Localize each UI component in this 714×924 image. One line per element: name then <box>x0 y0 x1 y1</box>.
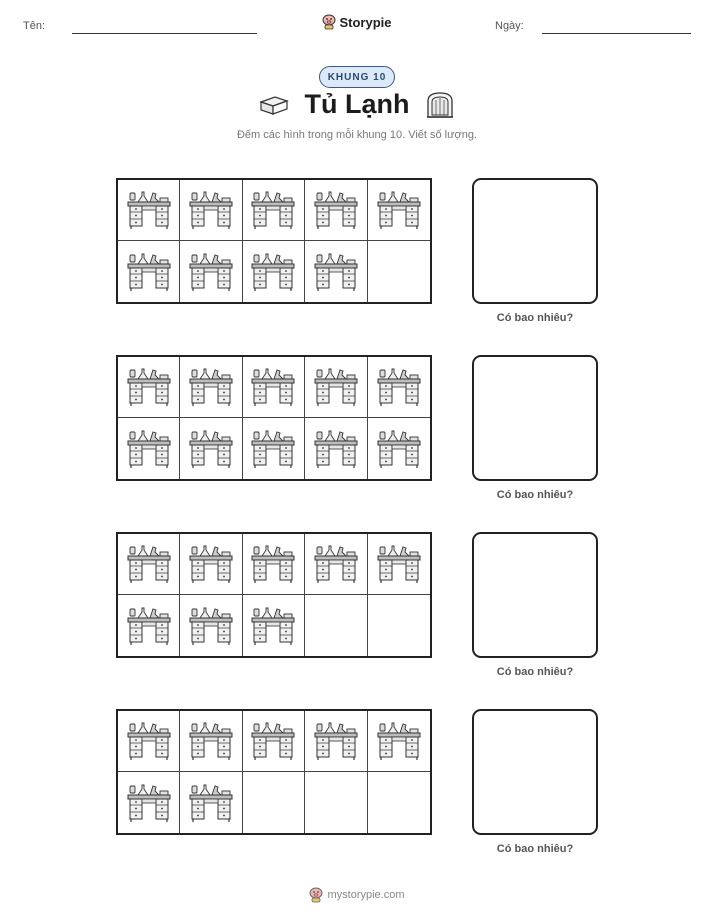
frame-cell-filled <box>118 180 180 241</box>
pig-mascot-icon <box>322 14 336 30</box>
lab-desk-icon <box>250 367 296 407</box>
lab-desk-icon <box>188 367 234 407</box>
answer-box[interactable] <box>472 178 598 304</box>
lab-desk-icon <box>376 721 422 761</box>
frame-cell-filled <box>243 711 305 772</box>
instructions: Đếm các hình trong mỗi khung 10. Viết số lượng. <box>236 129 477 141</box>
box-icon <box>259 94 289 116</box>
lab-desk-icon <box>250 544 296 584</box>
ten-frame-badge: KHUNG 10 <box>319 66 395 88</box>
frame-cell-filled <box>243 357 305 418</box>
lab-desk-icon <box>126 190 172 230</box>
pig-mascot-icon <box>309 887 323 903</box>
frame-cell-filled <box>305 418 367 479</box>
answer-box[interactable] <box>472 355 598 481</box>
frame-cell-filled <box>180 180 242 241</box>
lab-desk-icon <box>250 606 296 646</box>
lab-desk-icon <box>376 429 422 469</box>
frame-cell-filled <box>243 241 305 302</box>
lab-desk-icon <box>313 429 359 469</box>
answer-label: Có bao nhiêu? <box>496 666 574 678</box>
brand-logo <box>0 14 714 30</box>
frame-cell-filled <box>243 180 305 241</box>
lab-desk-icon <box>126 252 172 292</box>
frame-cell-filled <box>368 180 430 241</box>
lab-desk-icon <box>313 367 359 407</box>
frame-cell-filled <box>118 595 180 656</box>
lab-desk-icon <box>126 367 172 407</box>
lab-desk-icon <box>126 606 172 646</box>
cabinet-icon <box>425 91 455 119</box>
frame-cell-filled <box>368 418 430 479</box>
frame-cell-filled <box>305 711 367 772</box>
frame-cell-filled <box>118 241 180 302</box>
frame-cell-empty <box>368 595 430 656</box>
frame-cell-filled <box>243 595 305 656</box>
ten-frame <box>116 709 432 835</box>
frame-cell-filled <box>180 241 242 302</box>
lab-desk-icon <box>376 367 422 407</box>
lab-desk-icon <box>376 190 422 230</box>
answer-box[interactable] <box>472 532 598 658</box>
lab-desk-icon <box>250 190 296 230</box>
answer-label: Có bao nhiêu? <box>496 843 574 855</box>
lab-desk-icon <box>188 544 234 584</box>
frame-cell-empty <box>305 595 367 656</box>
answer-label: Có bao nhiêu? <box>496 312 574 324</box>
lab-desk-icon <box>126 544 172 584</box>
frame-cell-filled <box>180 772 242 833</box>
brand-name: Storypie <box>339 14 392 30</box>
frame-cell-filled <box>368 711 430 772</box>
frame-cell-filled <box>118 711 180 772</box>
frame-cell-filled <box>368 534 430 595</box>
lab-desk-icon <box>126 429 172 469</box>
lab-desk-icon <box>126 783 172 823</box>
title-row <box>0 89 714 120</box>
frame-cell-filled <box>305 357 367 418</box>
lab-desk-icon <box>126 721 172 761</box>
lab-desk-icon <box>188 190 234 230</box>
frame-cell-filled <box>368 357 430 418</box>
lab-desk-icon <box>250 721 296 761</box>
lab-desk-icon <box>188 721 234 761</box>
frame-cell-filled <box>305 180 367 241</box>
lab-desk-icon <box>188 783 234 823</box>
lab-desk-icon <box>188 606 234 646</box>
lab-desk-icon <box>188 429 234 469</box>
frame-cell-filled <box>305 241 367 302</box>
answer-box[interactable] <box>472 709 598 835</box>
lab-desk-icon <box>250 252 296 292</box>
answer-label: Có bao nhiêu? <box>496 489 574 501</box>
lab-desk-icon <box>313 544 359 584</box>
ten-frame <box>116 355 432 481</box>
frame-cell-filled <box>180 357 242 418</box>
frame-cell-filled <box>118 357 180 418</box>
lab-desk-icon <box>376 544 422 584</box>
footer-url[interactable]: mystorypie.com <box>327 889 405 901</box>
lab-desk-icon <box>313 190 359 230</box>
frame-cell-filled <box>243 418 305 479</box>
frame-cell-filled <box>118 534 180 595</box>
lab-desk-icon <box>313 252 359 292</box>
lab-desk-icon <box>250 429 296 469</box>
page-title: Tủ Lạnh <box>304 89 410 119</box>
frame-cell-filled <box>243 534 305 595</box>
lab-desk-icon <box>313 721 359 761</box>
date-line[interactable] <box>542 33 691 34</box>
frame-cell-empty <box>368 241 430 302</box>
ten-frame <box>116 178 432 304</box>
frame-cell-filled <box>305 534 367 595</box>
footer <box>0 887 714 903</box>
frame-cell-filled <box>180 534 242 595</box>
frame-cell-empty <box>368 772 430 833</box>
frame-cell-empty <box>243 772 305 833</box>
frame-cell-empty <box>305 772 367 833</box>
frame-cell-filled <box>180 711 242 772</box>
name-line[interactable] <box>72 33 257 34</box>
frame-cell-filled <box>180 418 242 479</box>
date-label: Ngày: <box>495 20 524 32</box>
frame-cell-filled <box>118 418 180 479</box>
frame-cell-filled <box>118 772 180 833</box>
name-label: Tên: <box>23 20 46 32</box>
ten-frame <box>116 532 432 658</box>
lab-desk-icon <box>188 252 234 292</box>
frame-cell-filled <box>180 595 242 656</box>
